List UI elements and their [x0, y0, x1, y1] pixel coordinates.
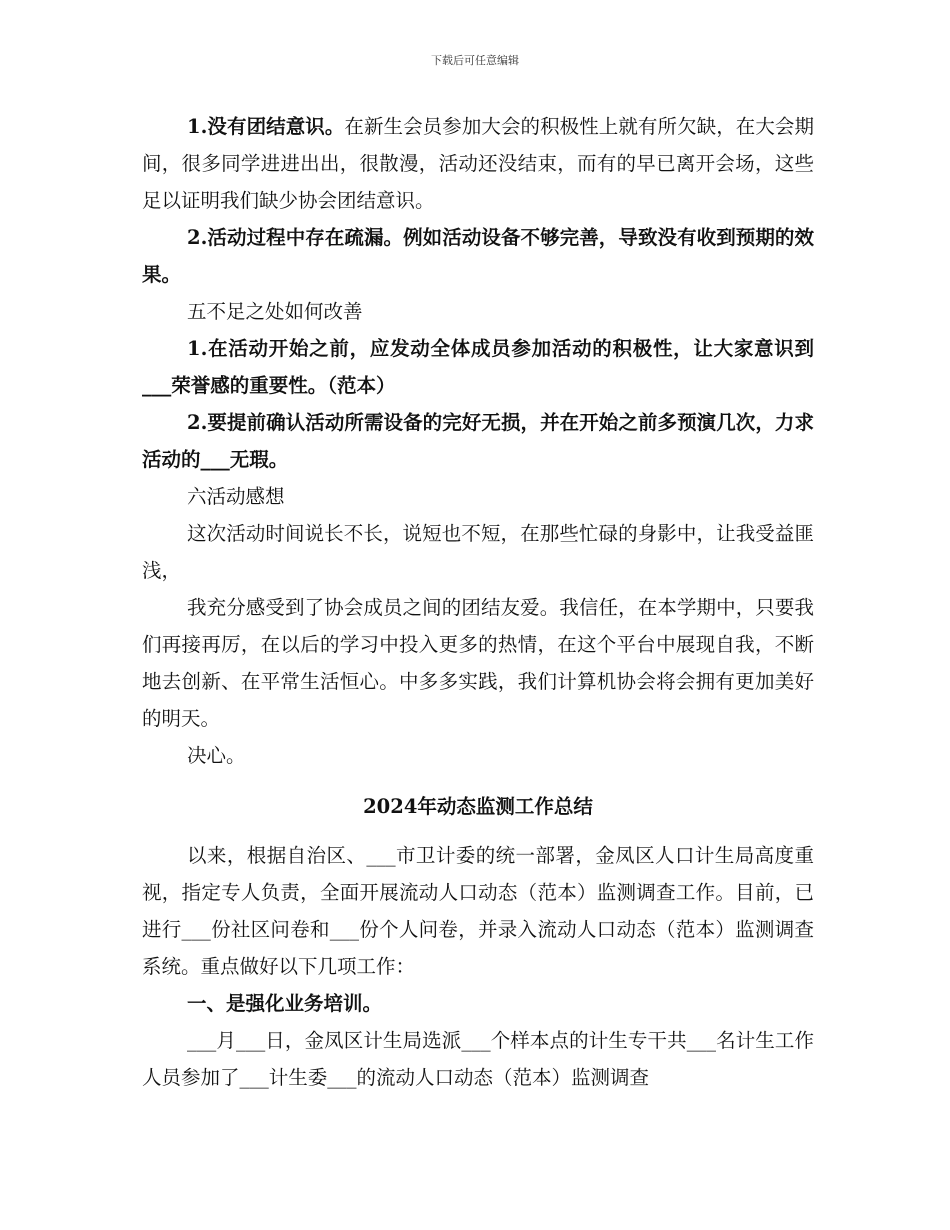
- section-heading-6: 六活动感想: [187, 485, 285, 508]
- paragraph-6: 我充分感受到了协会成员之间的团结友爱。我信任，在本学期中，只要我们再接再厉，在以后的学习中投入更多的热情，在这个平台中展现自我，不断地去创新、在平常生活恒心。中多多实践，我们计算机协会将会拥有更加美好的明天。: [142, 596, 814, 730]
- document-title: 2024年动态监测工作总结: [363, 795, 593, 818]
- paragraph-1: [142, 108, 814, 219]
- paragraph-2: 2.活动过程中存在疏漏。例如活动设备不够完善，导致没有收到预期的效果。: [142, 226, 814, 286]
- paragraph-8: 以来，根据自治区、___市卫计委的统一部署，金凤区人口计生局高度重视，指定专人负责，全面开展流动人口动态（范本）监测调查工作。目前，已进行___份社区问卷和___份个人问卷，并录入流动人口动态（范本）监测调查系统。重点做好以下几项工作：: [142, 844, 814, 978]
- paragraph-1-lead: 1.没有团结意识。: [187, 115, 345, 138]
- paragraph-1-rest: 在新生会员参加大会的积极性上就有所欠缺，在大会期间，很多同学进进出出，很散漫，活动还没结束，而有的早已离开会场，这些足以证明我们缺少协会团结意识。: [142, 115, 814, 212]
- paragraph-7: 决心。: [187, 744, 246, 767]
- paragraph-9: ___月___日，金凤区计生局选派___个样本点的计生专干共___名计生工作人员参加了___计生委___的流动人口动态（范本）监测调查: [142, 1029, 814, 1089]
- paragraph-3: 1.在活动开始之前，应发动全体成员参加活动的积极性，让大家意识到___荣誉感的重要性。（范本）: [142, 337, 814, 397]
- section-heading-1: 一、是强化业务培训。: [187, 992, 383, 1015]
- section-heading-5: 五不足之处如何改善: [187, 300, 363, 323]
- document-body: [142, 108, 814, 1096]
- paragraph-4: 2.要提前确认活动所需设备的完好无损，并在开始之前多预演几次，力求活动的___无瑕。: [142, 411, 814, 471]
- paragraph-5: 这次活动时间说长不长，说短也不短，在那些忙碌的身影中，让我受益匪浅，: [142, 522, 814, 582]
- page-header: 下载后可任意编辑: [431, 54, 519, 67]
